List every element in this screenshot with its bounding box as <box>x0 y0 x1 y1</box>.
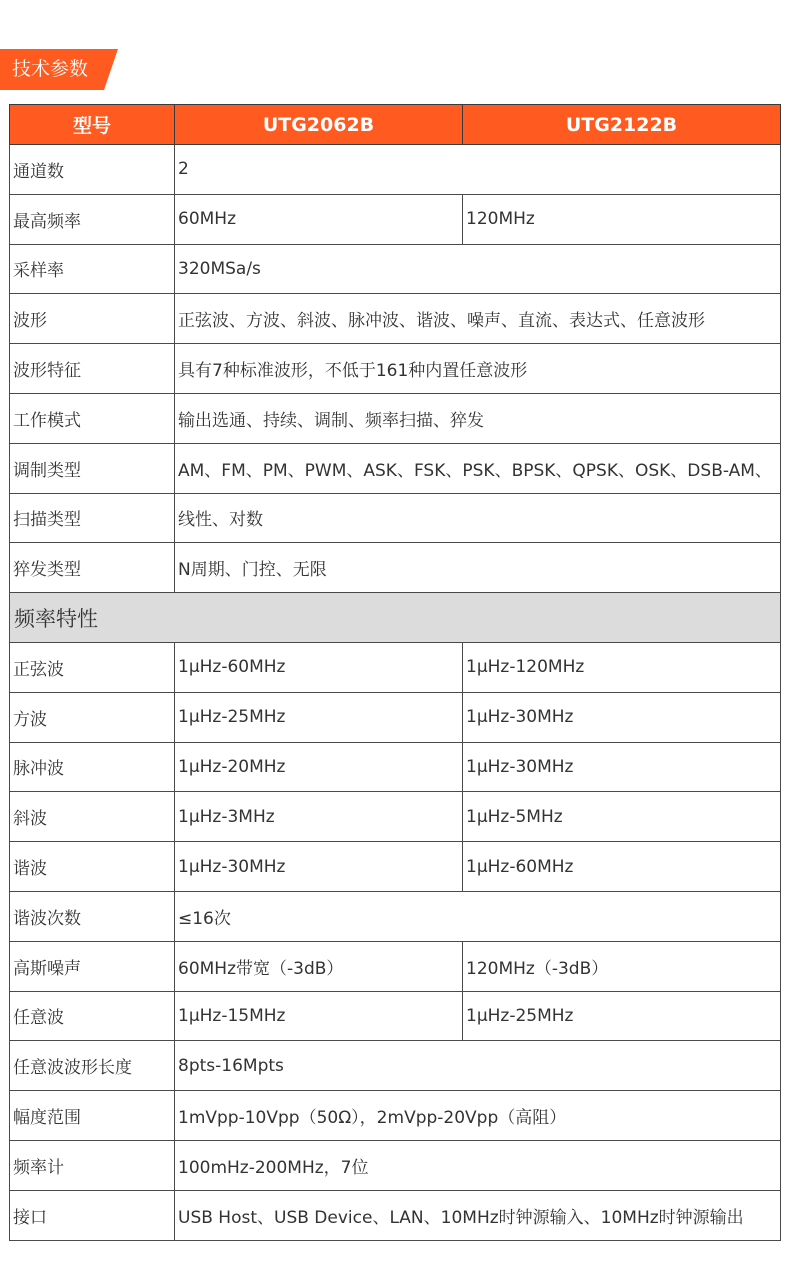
group-header-row <box>10 593 781 643</box>
header-utg2122b: UTG2122B <box>463 105 781 145</box>
row-value: 输出选通、持续、调制、频率扫描、猝发 <box>175 393 781 443</box>
row-value: ≤16次 <box>175 891 781 941</box>
table-row <box>10 294 781 344</box>
row-value: 正弦波、方波、斜波、脉冲波、谐波、噪声、直流、表达式、任意波形 <box>175 294 781 344</box>
row-label: 波形特征 <box>10 344 175 394</box>
table-row <box>10 1140 781 1190</box>
row-value-utg2062b: 1μHz-60MHz <box>175 642 463 692</box>
table-row <box>10 145 781 195</box>
table-row <box>10 1091 781 1141</box>
row-value: AM、FM、PM、PWM、ASK、FSK、PSK、BPSK、QPSK、OSK、DSB-AM、 <box>175 443 781 493</box>
table-row <box>10 244 781 294</box>
row-label: 工作模式 <box>10 393 175 443</box>
table-row <box>10 642 781 692</box>
row-label: 方波 <box>10 692 175 742</box>
section-tag <box>0 49 118 90</box>
table-row <box>10 344 781 394</box>
row-value: 100mHz-200MHz，7位 <box>175 1140 781 1190</box>
spec-table <box>9 104 781 1241</box>
table-row <box>10 393 781 443</box>
table-header-row <box>10 105 781 145</box>
row-label: 幅度范围 <box>10 1091 175 1141</box>
row-label: 斜波 <box>10 792 175 842</box>
row-label: 高斯噪声 <box>10 941 175 991</box>
row-label: 通道数 <box>10 145 175 195</box>
row-value-utg2122b: 1μHz-60MHz <box>463 842 781 892</box>
row-value-utg2122b: 1μHz-30MHz <box>463 692 781 742</box>
row-value-utg2122b: 1μHz-25MHz <box>463 991 781 1041</box>
table-row <box>10 493 781 543</box>
row-value: USB Host、USB Device、LAN、10MHz时钟源输入、10MHz时钟源输出 <box>175 1190 781 1240</box>
row-label: 频率计 <box>10 1140 175 1190</box>
table-row <box>10 991 781 1041</box>
section-tag-label: 技术参数 <box>12 58 89 80</box>
row-value-utg2122b: 120MHz <box>463 194 781 244</box>
header-utg2062b: UTG2062B <box>175 105 463 145</box>
row-label: 采样率 <box>10 244 175 294</box>
row-label: 最高频率 <box>10 194 175 244</box>
table-row <box>10 692 781 742</box>
row-label: 猝发类型 <box>10 543 175 593</box>
row-value-utg2122b: 1μHz-30MHz <box>463 742 781 792</box>
table-row <box>10 543 781 593</box>
table-row <box>10 1190 781 1240</box>
table-row <box>10 1041 781 1091</box>
row-value-utg2062b: 60MHz带宽（-3dB） <box>175 941 463 991</box>
row-label: 扫描类型 <box>10 493 175 543</box>
row-value-utg2122b: 120MHz（-3dB） <box>463 941 781 991</box>
row-label: 接口 <box>10 1190 175 1240</box>
row-value: 320MSa/s <box>175 244 781 294</box>
table-row <box>10 742 781 792</box>
row-label: 调制类型 <box>10 443 175 493</box>
table-row <box>10 891 781 941</box>
row-value-utg2062b: 1μHz-15MHz <box>175 991 463 1041</box>
table-row <box>10 941 781 991</box>
row-value: 8pts-16Mpts <box>175 1041 781 1091</box>
row-value-utg2122b: 1μHz-5MHz <box>463 792 781 842</box>
row-value-utg2062b: 1μHz-3MHz <box>175 792 463 842</box>
group-title: 频率特性 <box>10 593 781 643</box>
row-label: 谐波次数 <box>10 891 175 941</box>
row-value: N周期、门控、无限 <box>175 543 781 593</box>
row-label: 任意波波形长度 <box>10 1041 175 1091</box>
row-label: 任意波 <box>10 991 175 1041</box>
row-value-utg2062b: 60MHz <box>175 194 463 244</box>
row-label: 波形 <box>10 294 175 344</box>
row-value: 具有7种标准波形，不低于161种内置任意波形 <box>175 344 781 394</box>
row-label: 正弦波 <box>10 642 175 692</box>
row-value-utg2062b: 1μHz-20MHz <box>175 742 463 792</box>
table-row <box>10 194 781 244</box>
row-label: 谐波 <box>10 842 175 892</box>
header-model: 型号 <box>10 105 175 145</box>
row-value: 1mVpp-10Vpp（50Ω），2mVpp-20Vpp（高阻） <box>175 1091 781 1141</box>
row-value-utg2062b: 1μHz-25MHz <box>175 692 463 742</box>
table-row <box>10 443 781 493</box>
row-value: 线性、对数 <box>175 493 781 543</box>
row-label: 脉冲波 <box>10 742 175 792</box>
table-row <box>10 842 781 892</box>
table-row <box>10 792 781 842</box>
row-value-utg2062b: 1μHz-30MHz <box>175 842 463 892</box>
row-value: 2 <box>175 145 781 195</box>
row-value-utg2122b: 1μHz-120MHz <box>463 642 781 692</box>
